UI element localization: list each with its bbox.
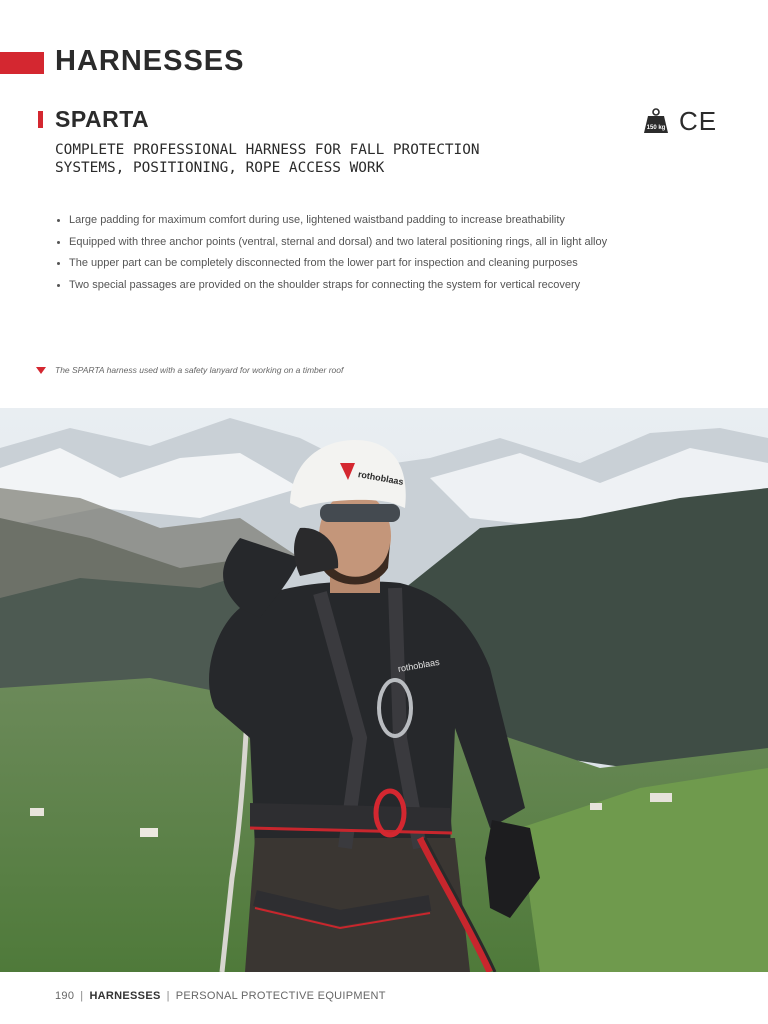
sweater-brand: rothoblaas xyxy=(397,656,441,675)
feature-list xyxy=(55,210,755,297)
bullet-icon xyxy=(57,284,60,287)
section-title: HARNESSES xyxy=(55,45,245,77)
product-photo xyxy=(0,408,768,972)
feature-text: Two special passages are provided on the shoulder straps for connecting the system for vertical recovery xyxy=(69,279,581,292)
feature-item xyxy=(55,275,755,297)
footer-separator: | xyxy=(166,990,170,1002)
house xyxy=(590,803,602,810)
feature-text: Large padding for maximum comfort during use, lightened waistband padding to increase breathability xyxy=(69,214,565,226)
house xyxy=(30,808,44,816)
feature-text: Equipped with three anchor points (ventral, sternal and dorsal) and two lateral positioning rings, all in light alloy xyxy=(69,235,608,248)
subtitle-line-2: SYSTEMS, POSITIONING, ROPE ACCESS WORK xyxy=(55,160,385,176)
feature-item xyxy=(55,253,755,275)
photo-illustration xyxy=(0,408,768,972)
page-footer xyxy=(55,990,386,1002)
photo-caption xyxy=(36,365,343,375)
footer-separator: | xyxy=(80,990,84,1002)
safety-glasses xyxy=(320,504,400,522)
house xyxy=(140,828,158,837)
section-accent-bar xyxy=(0,52,44,74)
caption-triangle-icon xyxy=(36,367,46,374)
weight-limit-icon xyxy=(643,108,669,134)
caption-text: The SPARTA harness used with a safety lanyard for working on a timber roof xyxy=(55,365,344,375)
house xyxy=(650,793,672,802)
product-accent-bar xyxy=(38,111,43,128)
certification-icons xyxy=(643,107,717,135)
feature-item xyxy=(55,210,755,232)
feature-item xyxy=(55,232,755,254)
bullet-icon xyxy=(57,262,60,265)
ce-mark-icon: CE xyxy=(679,105,718,136)
product-title: SPARTA xyxy=(55,106,150,132)
product-subtitle xyxy=(55,141,615,177)
bullet-icon xyxy=(57,241,60,244)
feature-text: The upper part can be completely disconnected from the lower part for inspection and cleaning purposes xyxy=(69,257,578,270)
footer-section: HARNESSES xyxy=(89,990,161,1002)
weight-limit-label: 150 kg xyxy=(646,125,666,131)
subtitle-line-1: COMPLETE PROFESSIONAL HARNESS FOR FALL PROTECTION xyxy=(55,142,480,158)
footer-category: PERSONAL PROTECTIVE EQUIPMENT xyxy=(175,990,386,1002)
helmet-brand: rothoblaas xyxy=(357,469,405,487)
page-number: 190 xyxy=(55,990,75,1002)
bullet-icon xyxy=(57,219,60,222)
